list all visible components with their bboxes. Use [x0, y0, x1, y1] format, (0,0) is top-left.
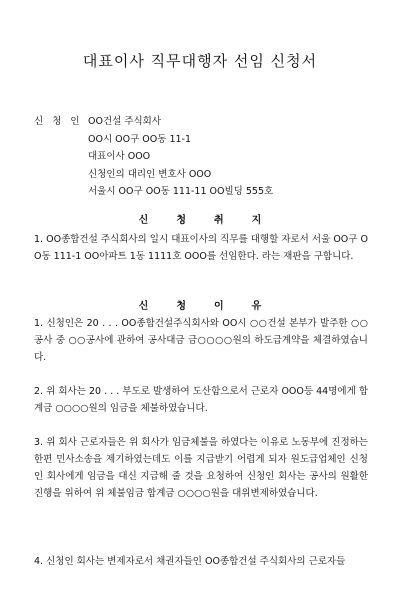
- purpose-heading-char: 신: [138, 215, 149, 226]
- applicant-info: [88, 113, 273, 201]
- purpose-heading-char: 지: [251, 215, 262, 226]
- reason-item-2: 2. 위 회사는 20 . . . 부도로 발생하여 도산함으로서 근로자 OOO등 44명에게 합계금 ○○○○원의 임금을 체불하였습니다.: [34, 386, 368, 414]
- reasons-heading-char: 이: [214, 301, 224, 312]
- applicant-address: OO시 OO구 OO동 11-1: [88, 133, 192, 145]
- document-title: 대표이사 직무대행자 선임 신청서: [82, 52, 318, 70]
- purpose-heading: [0, 211, 400, 226]
- purpose-text: 1. OO종합건설 주식회사의 일시 대표이사의 직무를 대행할 자로서 서울 OO구 OO동 111-1 OO아파트 1동 1111호 OOO를 선임한다. 라는 재판을 구합니다.: [34, 234, 368, 262]
- reason-item-3: 3. 위 회사 근로자들은 위 회사가 임금체불을 하였다는 이유로 노동부에 진정하는 한편 민사소송을 제기하였는데도 이를 지급받기 어렵게 되자 원도급업체인 신청인 회사에게 임금을 대신 지급해 줄 것을 요청하여 신청인 회사는 공사의 원활한 진행을 위하여 위 체불임금 합계금 ○○○○원을 대위변제하였습니다.: [34, 437, 368, 499]
- applicant-company: OO건설 주식회사: [88, 116, 162, 127]
- applicant-label: 신 청 인: [34, 116, 83, 127]
- purpose-heading-char: 청: [176, 215, 186, 226]
- reasons-heading: [0, 297, 400, 312]
- applicant-agent-address: 서울시 OO구 OO동 111-11 OO빌딩 555호: [88, 186, 274, 197]
- reason-item-1: 1. 신청인은 20 . . . OO종합건설주식회사와 OO시 ○○건설 본부가 발주한 ○○공사 중 ○○공사에 관하여 공사대금 금○○○○원의 하도급계약을 체결하였습니다.: [34, 318, 368, 363]
- applicant-representative: 대표이사 OOO: [88, 151, 151, 162]
- applicant-agent: 신청인의 대리인 변호사 OOO: [88, 168, 212, 180]
- reasons-heading-char: 신: [138, 301, 149, 312]
- reasons-heading-char: 청: [176, 301, 186, 312]
- reasons-heading-char: 유: [251, 301, 262, 312]
- purpose-heading-char: 취: [214, 215, 224, 226]
- reason-item-4: 4. 신청인 회사는 변제자로서 채권자들인 OO종합건설 주식회사의 근로자들: [34, 556, 346, 567]
